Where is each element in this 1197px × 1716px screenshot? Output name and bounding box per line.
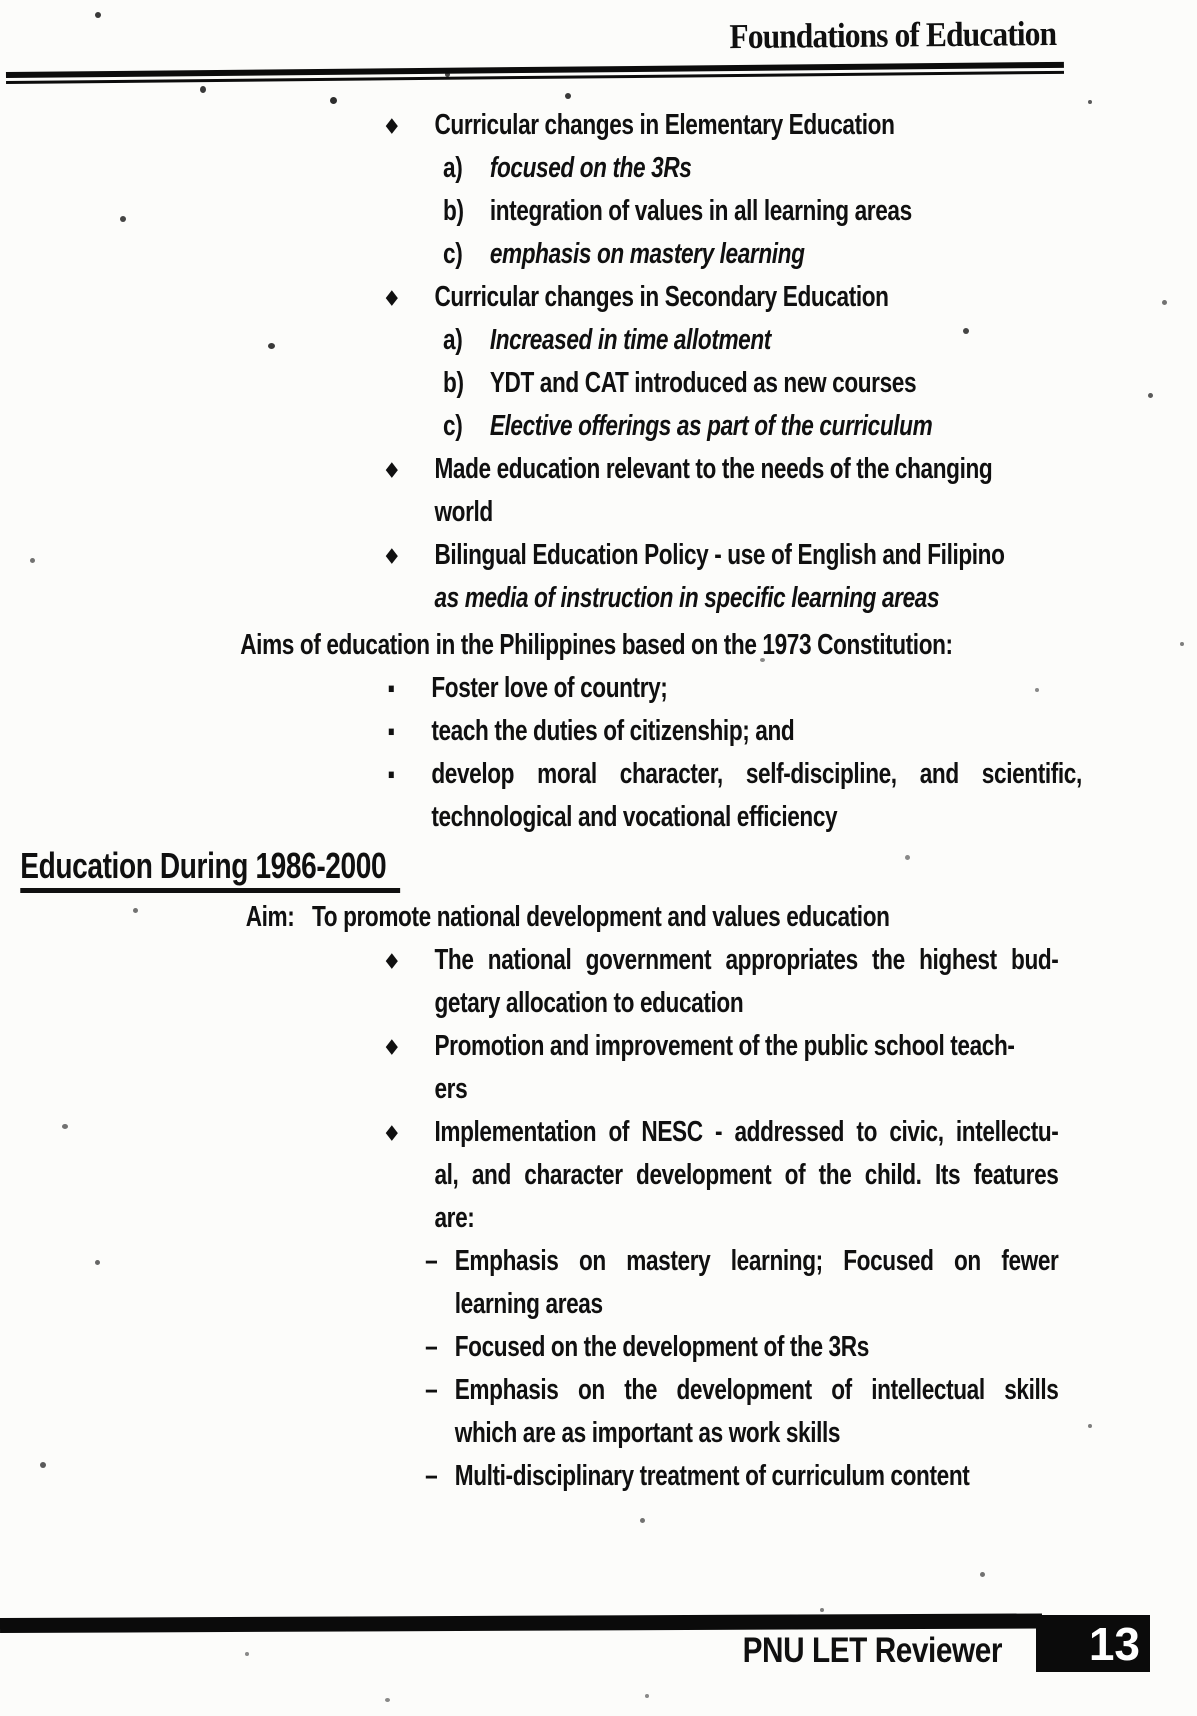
aim-label: Aim:: [245, 901, 295, 933]
feature-item: [0, 1369, 1197, 1455]
feature-item-text: [455, 1326, 1059, 1369]
sub-item-text: emphasis on mastery learning: [489, 238, 805, 270]
list-item-text: [434, 939, 1058, 1025]
feature-item: [0, 1326, 1197, 1369]
list-item-text: [434, 1111, 1058, 1240]
text-line: Promotion and improvement of the public school teach-: [434, 1030, 1015, 1062]
dash-bullet-icon: –: [425, 1245, 438, 1277]
dash-bullet-icon: –: [425, 1460, 438, 1492]
text-line: teach the duties of citizenship; and: [431, 715, 795, 747]
text-line: getary allocation to education: [434, 987, 744, 1019]
footer-brand: PNU LET Reviewer: [742, 1631, 1002, 1670]
text-line: world: [434, 496, 493, 528]
list-item-text: Curricular changes in Elementary Education: [434, 109, 895, 141]
noise-dot: [640, 1518, 645, 1523]
text-line: The national government appropriates the highest bud-: [434, 944, 1059, 976]
sub-item: [0, 190, 1197, 233]
text-line: ers: [434, 1073, 468, 1105]
sub-item-text: Elective offerings as part of the curriculum: [489, 410, 933, 442]
text-line: Implementation of NESC - addressed to civic, intellectu-: [434, 1116, 1059, 1148]
dash-bullet-icon: –: [425, 1374, 438, 1406]
list-item: [0, 753, 1197, 839]
text-line: as media of instruction in specific learning areas: [434, 582, 940, 614]
page-number-badge: [1036, 1615, 1150, 1672]
list-item-text: [431, 753, 1082, 839]
list-item: [0, 710, 1197, 753]
list-item: [0, 667, 1197, 710]
list-item-text: Curricular changes in Secondary Education: [434, 281, 889, 313]
text-line: Foster love of country;: [431, 672, 668, 704]
sub-item: [0, 147, 1197, 190]
sub-item-text: Increased in time allotment: [489, 324, 771, 356]
sub-item-label: a): [443, 324, 463, 356]
diamond-bullet-icon: ◆: [386, 545, 398, 566]
noise-dot: [330, 97, 337, 104]
square-bullet-icon: ▪: [387, 673, 395, 703]
noise-dot: [95, 12, 101, 18]
section-heading-text: Education During 1986-2000: [20, 844, 400, 893]
sub-item: [0, 405, 1197, 448]
list-item-text: [431, 710, 1082, 753]
text-line: are:: [434, 1202, 475, 1234]
text-line: Focused on the development of the 3Rs: [454, 1331, 869, 1363]
sub-item: [0, 233, 1197, 276]
list-item: [0, 276, 1197, 319]
noise-dot: [820, 1608, 824, 1612]
list-item-text: [431, 667, 1082, 710]
sub-item-label: b): [443, 195, 464, 227]
sub-item-label: c): [443, 410, 463, 442]
page-body: [0, 104, 1197, 1498]
diamond-bullet-icon: ◆: [386, 287, 398, 308]
sub-item-label: b): [443, 367, 464, 399]
noise-dot: [645, 1694, 649, 1698]
list-item: [0, 534, 1197, 620]
diamond-bullet-icon: ◆: [386, 950, 398, 971]
aims-heading-text: Aims of education in the Philippines based on the 1973 Constitution:: [240, 629, 953, 661]
sub-item-label: c): [443, 238, 463, 270]
noise-dot: [200, 86, 206, 93]
noise-dot: [980, 1572, 985, 1577]
diamond-bullet-icon: ◆: [386, 115, 398, 136]
header-rule: [6, 62, 1064, 84]
sub-item-text: focused on the 3Rs: [489, 152, 692, 184]
section-heading: [0, 844, 1197, 893]
feature-item: [0, 1455, 1197, 1498]
sub-item-label: a): [443, 152, 463, 184]
sub-item: [0, 362, 1197, 405]
text-line: Emphasis on mastery learning; Focused on fewer: [454, 1245, 1059, 1277]
sub-item-text: integration of values in all learning areas: [489, 195, 912, 227]
page-number: 13: [1088, 1617, 1140, 1670]
sub-item: [0, 319, 1197, 362]
sub-item-text: YDT and CAT introduced as new courses: [489, 367, 917, 399]
list-item: [0, 104, 1197, 147]
text-line: Multi-disciplinary treatment of curriculum content: [454, 1460, 970, 1492]
text-line: develop moral character, self-discipline, and scientific,: [431, 758, 1082, 790]
text-line: Emphasis on the development of intellectual skills: [454, 1374, 1059, 1406]
text-line: Bilingual Education Policy - use of English and Filipino: [434, 539, 1005, 571]
feature-item: [0, 1240, 1197, 1326]
list-item-text: [434, 448, 1058, 534]
list-item: [0, 1025, 1197, 1111]
text-line: al, and character development of the child. Its features: [434, 1159, 1059, 1191]
aim-line: [0, 896, 1197, 939]
feature-item-text: [455, 1240, 1059, 1326]
diamond-bullet-icon: ◆: [386, 459, 398, 480]
noise-dot: [565, 93, 571, 99]
square-bullet-icon: ▪: [387, 759, 395, 789]
text-line: learning areas: [454, 1288, 603, 1320]
feature-item-text: [455, 1455, 1059, 1498]
diamond-bullet-icon: ◆: [386, 1122, 398, 1143]
text-line: Made education relevant to the needs of the changing: [434, 453, 993, 485]
list-item-text: [434, 1025, 1058, 1111]
dash-bullet-icon: –: [425, 1331, 438, 1363]
list-item: [0, 939, 1197, 1025]
diamond-bullet-icon: ◆: [386, 1036, 398, 1057]
page-header-title: Foundations of Education: [729, 14, 1057, 57]
square-bullet-icon: ▪: [387, 716, 395, 746]
feature-item-text: [455, 1369, 1059, 1455]
aim-text: To promote national development and values education: [312, 901, 890, 933]
aims-heading: [0, 624, 1197, 667]
text-line: which are as important as work skills: [454, 1417, 841, 1449]
list-item-text: [434, 534, 1058, 620]
list-item: [0, 1111, 1197, 1240]
text-line: technological and vocational efficiency: [431, 801, 838, 833]
noise-dot: [385, 1698, 390, 1702]
list-item: [0, 448, 1197, 534]
